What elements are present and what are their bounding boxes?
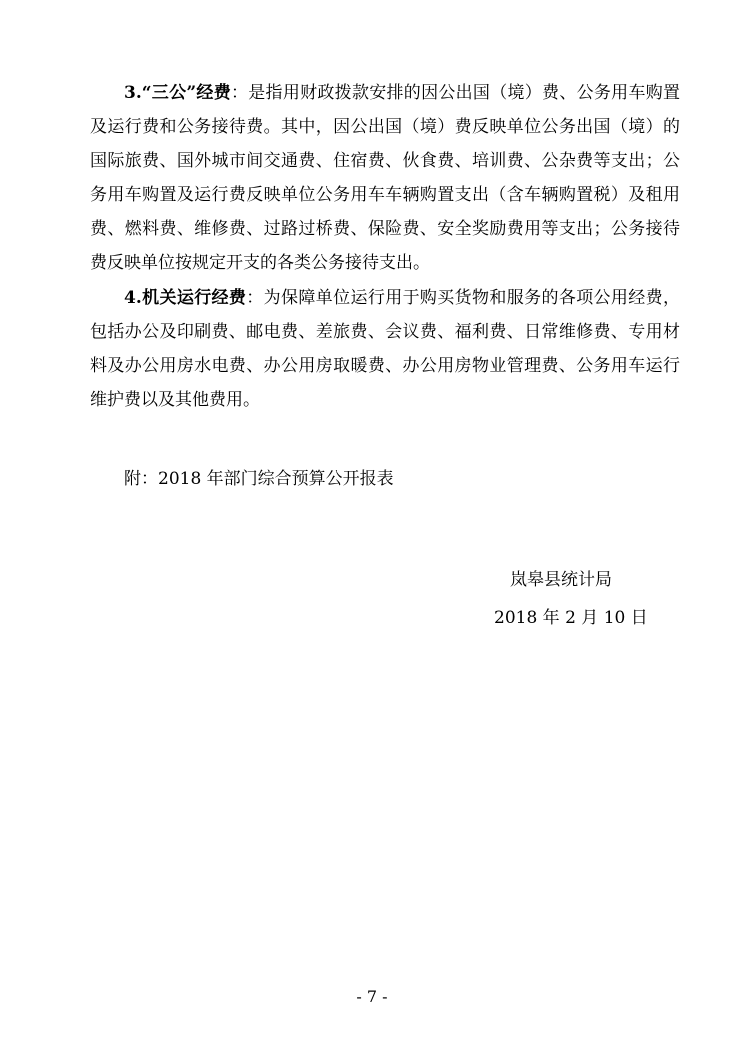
signature-organization: 岚皋县统计局 [510, 570, 612, 590]
paragraph-agency-operating-expenses [90, 281, 680, 417]
page-number: - 7 - [356, 987, 388, 1006]
term-agency-operating-expenses: 4.机关运行经费 [124, 288, 247, 308]
paragraph-three-public-expenses [90, 76, 680, 280]
definition-three-public-expenses: ：是指用财政拨款安排的因公出国（境）费、公务用车购置及运行费和公务接待费。其中，因公出国（境）费反映单位公务出国（境）的国际旅费、国外城市间交通费、住宿费、伙食费、培训费、公杂费等支出；公务用车购置及运行费反映单位公务用车车辆购置支出（含车辆购置税）及租用费、燃料费、维修费、过路过桥费、保险费、安全奖励费用等支出；公务接待费反映单位按规定开支的各类公务接待支出。 [90, 83, 681, 273]
signature-date: 2018 年 2 月 10 日 [494, 608, 648, 628]
term-three-public-expenses: 3.“三公”经费 [124, 83, 231, 103]
attachment-note: 附：2018 年部门综合预算公开报表 [124, 469, 394, 489]
definition-agency-operating-expenses: ：为保障单位运行用于购买货物和服务的各项公用经费，包括办公及印刷费、邮电费、差旅费、会议费、福利费、日常维修费、专用材料及办公用房水电费、办公用房取暖费、办公用房物业管理费、公务用车运行维护费以及其他费用。 [90, 288, 681, 410]
